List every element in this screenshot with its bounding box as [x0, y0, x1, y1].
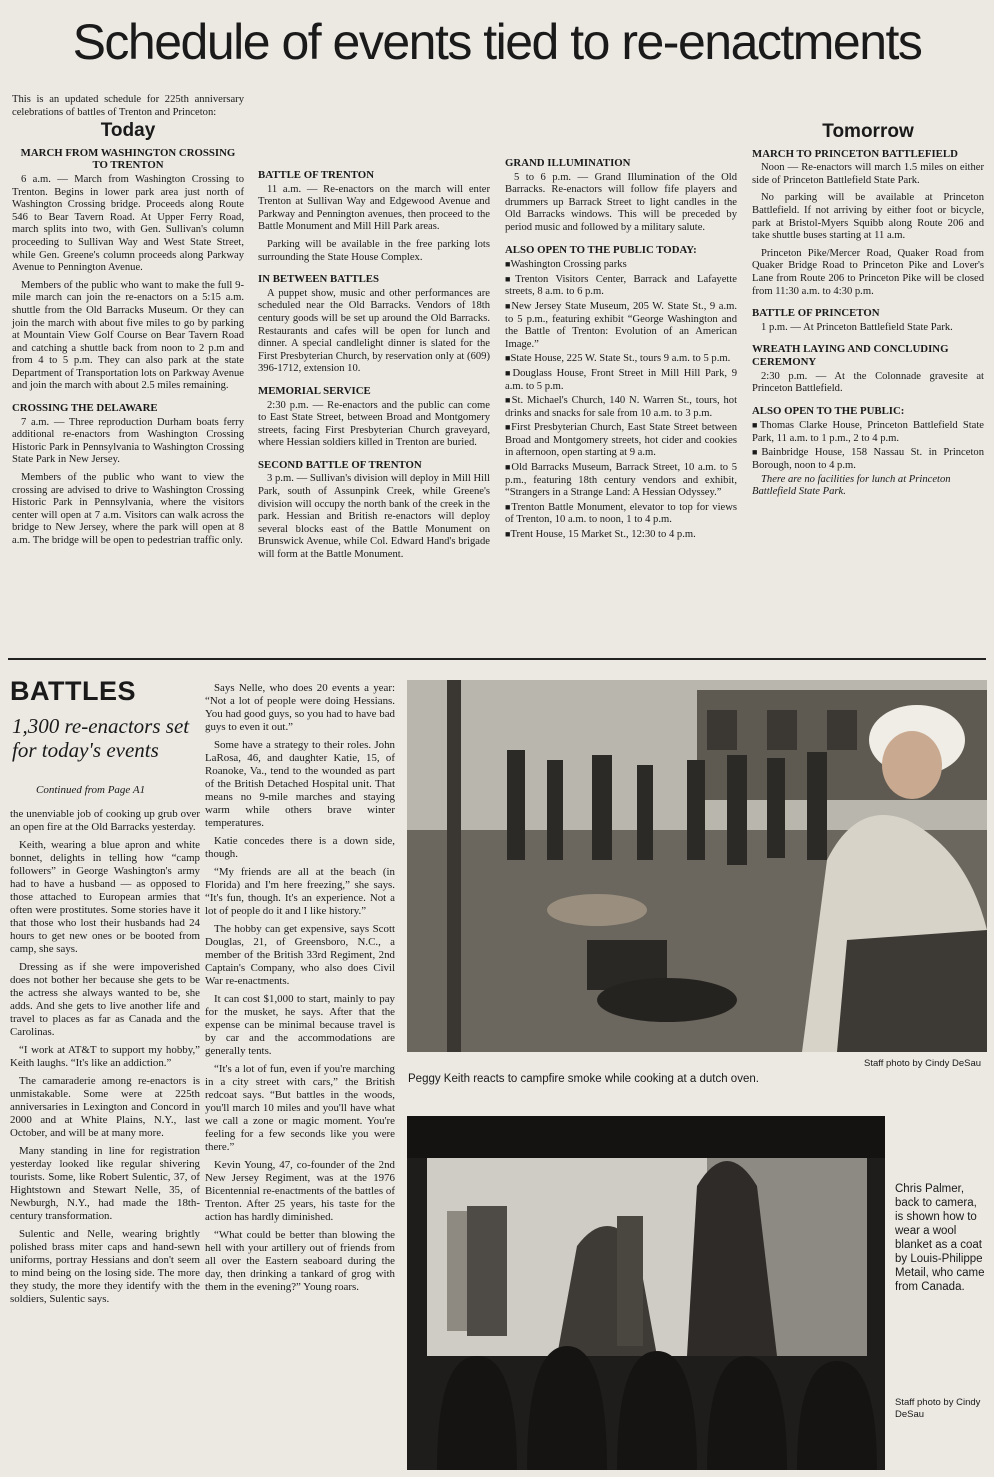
- march-title: MARCH FROM WASHINGTON CROSSING TO TRENTON: [20, 146, 236, 172]
- story-paragraph: Dressing as if she were impoverished does not bother her because she gets to be the actress she always wanted to be, she adds. And she gets to live another life and travel to places as far as Canada and the Carolinas.: [10, 961, 200, 1038]
- schedule-intro: This is an updated schedule for 225th anniversary celebrations of battles of Trenton and Princeton:: [12, 94, 244, 118]
- story-paragraph: “What could be better than blowing the hell with your artillery out of friends from all over the Eastern seaboard during the day, then drinking a tankard of grog with them in the evening?” Young roars.: [205, 1229, 395, 1293]
- illumination-title: GRAND ILLUMINATION: [505, 157, 631, 169]
- illumination-p1: 5 to 6 p.m. — Grand Illumination of the Old Barracks. Re-enactors will follow fife players and drummers up Barrack Street to light candles in the Old Barracks windows. This will be preceded by period music and followed by a military salute.: [505, 171, 737, 233]
- second-battle-title: SECOND BATTLE OF TRENTON: [258, 458, 422, 471]
- blanket-photo: [407, 1116, 885, 1470]
- battle-princeton-p1: 1 p.m. — At Princeton Battlefield State Park.: [761, 321, 953, 333]
- battle-princeton-title: BATTLE OF PRINCETON: [752, 307, 880, 320]
- wreath-title: WREATH LAYING AND CONCLUDING CEREMONY: [752, 343, 949, 368]
- open-today-list: [505, 258, 737, 541]
- open-today-item: ■ First Presbyterian Church, East State Street between Broad and Montgomery streets, hot cider and cookies in afternoon, open starting at 9 a.m.: [505, 421, 737, 460]
- tomorrow-heading: Tomorrow: [822, 121, 914, 142]
- story-paragraph: Katie concedes there is a down side, though.: [205, 835, 395, 860]
- photo2-caption: Chris Palmer, back to camera, is shown how to wear a wool blanket as a coat by Louis-Philippe Metail, who came from Canada.: [895, 1183, 985, 1293]
- story-kicker: BATTLES: [10, 676, 136, 706]
- story-paragraph: The hobby can get expensive, says Scott Douglas, 21, of Greensboro, N.C., a member of the British 33rd Regiment, 2nd Captain's Company, who also does Civil War re-enactments.: [205, 923, 395, 987]
- story-paragraph: the unenviable job of cooking up grub over an open fire at the Old Barracks yesterday.: [10, 808, 200, 833]
- open-tomorrow-title: ALSO OPEN TO THE PUBLIC:: [752, 404, 905, 417]
- memorial-p1: 2:30 p.m. — Re-enactors and the public can come to East State Street, between Broad and Montgomery streets, facing First Presbyterian Church graveyard, where Hessian soldiers killed in Trenton are buried.: [258, 399, 490, 449]
- story-paragraph: “I work at AT&T to support my hobby,” Keith laughs. “It's like an addiction.”: [10, 1044, 200, 1069]
- today-heading: Today: [100, 120, 156, 142]
- photo2-credit: Staff photo by Cindy DeSau: [895, 1397, 981, 1420]
- story-paragraph: Many standing in line for registration yesterday looked like regular shivering tourists. Some, like Robert Sulentic, 37, of Hightstown and Stewart Nelle, 35, of Newburgh, N.Y., had made the 18th-century transformation.: [10, 1145, 200, 1222]
- second-battle-p1: 3 p.m. — Sullivan's division will deploy in Mill Hill Park, south of Assunpink Creek, while Greene's division will occupy the north bank of the creek in the park. Hessian and British re-enactors will deploy several blocks east of the Battle Monument on Brunswick Avenue, while Col. Edward Hand's brigade will form at the Battle Monument.: [258, 473, 490, 561]
- march-p1: 6 a.m. — March from Washington Crossing to Trenton. Begins in lower park area just north of Washington Crossing bridge. Proceeds along Route 546 to Bear Tavern Road. At Upper Ferry Road, march splits into two, with Gen. Sullivan's column proceeding to Sullivan Way and West State Street, while Gen. Greene's column proceeds along Parkway Avenue to Pennington Avenue.: [12, 173, 244, 274]
- princeton-march-title: MARCH TO PRINCETON BATTLEFIELD: [752, 147, 958, 160]
- no-lunch-note: There are no facilities for lunch at Princeton Battlefield State Park.: [752, 473, 951, 498]
- open-today-title: ALSO OPEN TO THE PUBLIC TODAY:: [505, 243, 697, 256]
- story-paragraph: “My friends are all at the beach (in Florida) and I'm here freezing,” she says. “It's fun, though. It's an experience. Not a lot of people do it and I like history.”: [205, 866, 395, 917]
- march-p2: Members of the public who want to make the full 9-mile march can join the re-enactors on a 5:15 a.m. shuttle from the Old Barracks Museum. Or they can join the march with about five miles to go by parking at Mountain View Golf Course on Bear Tavern Road and catching a shuttle back from noon to 2 p.m and from 4 to 5 p.m. They can also park at the state Department of Transportation lots on Parkway Avenue and join the march with about 2.5 miles remaining.: [12, 279, 244, 392]
- story-paragraph: Kevin Young, 47, co-founder of the 2nd New Jersey Regiment, was at the 1976 Bicentennial re-enactments of the battles of Trenton. After 25 years, his taste for the action has hardly diminished.: [205, 1159, 395, 1223]
- wreath-p1: 2:30 p.m. — At the Colonnade gravesite at Princeton Battlefield.: [752, 370, 984, 395]
- open-today-item: ■ Douglass House, Front Street in Mill Hill Park, 9 a.m. to 5 p.m.: [505, 367, 737, 393]
- open-today-item: ■ Trent House, 15 Market St., 12:30 to 4 p.m.: [505, 528, 737, 542]
- battle-trenton-p2: Parking will be available in the free parking lots surrounding the State House Complex.: [258, 238, 490, 263]
- between-title: IN BETWEEN BATTLES: [258, 273, 380, 286]
- open-today-item: ■ Trenton Visitors Center, Barrack and Lafayette streets, 8 a.m. to 6 p.m.: [505, 273, 737, 299]
- princeton-march-p1: Noon — Re-enactors will march 1.5 miles on either side of Princeton Battlefield State Park.: [752, 162, 984, 186]
- open-today-item: ■ Trenton Battle Monument, elevator to top for views of Trenton, 10 a.m. to noon, 1 to 4 p.m.: [505, 501, 737, 527]
- story-col-2: [205, 682, 395, 1299]
- story-paragraph: Says Nelle, who does 20 events a year: “Not a lot of people were doing Hessians. You had good guys, so you had to have bad guys to even it out.”: [205, 682, 395, 733]
- story-paragraph: It can cost $1,000 to start, mainly to pay for the musket, he says. After that the expense can be minimal because travel is by car and the accommodations are generally tents.: [205, 993, 395, 1057]
- memorial-title: MEMORIAL SERVICE: [258, 384, 371, 397]
- headline: Schedule of events tied to re-enactments: [72, 14, 922, 70]
- story-paragraph: Some have a strategy to their roles. John LaRosa, 46, and daughter Katie, 15, of Roanoke, Va., tend to the wounded as part of the British Detached Hospital unit. That means no 9-mile marches and staying warm while others brave winter temperatures.: [205, 739, 395, 829]
- open-today-item: ■ St. Michael's Church, 140 N. Warren St., tours, hot drinks and snacks for sale from 10 a.m. to 3 p.m.: [505, 394, 737, 420]
- delaware-p1: 7 a.m. — Three reproduction Durham boats ferry additional re-enactors from Washington Crossing Historic Park in Pennsylvania to Washington Crossing State Park in New Jersey.: [12, 416, 244, 466]
- photo1-caption: Peggy Keith reacts to campfire smoke while cooking at a dutch oven.: [408, 1073, 759, 1085]
- open-tomorrow-item: ■ Thomas Clarke House, Princeton Battlefield State Park, 11 a.m. to 1 p.m., 2 to 4 p.m.: [752, 419, 984, 445]
- open-today-item: ■ Old Barracks Museum, Barrack Street, 10 a.m. to 5 p.m., featuring 18th century vendors and exhibit, “Strangers in a Strange Land: A Hessian Odyssey.”: [505, 461, 737, 500]
- story-paragraph: Keith, wearing a blue apron and white bonnet, delights in telling how “camp followers” in George Washington's army had to have a husband — as opposed to those attached to European armies that often were prostitutes. Some stories have it that those who lost their husbands had 24 hours to get new ones or be booted from camp, she says.: [10, 839, 200, 955]
- story-paragraph: “It's a lot of fun, even if you're marching in a city street with cars,” the British redcoat says. “But battles in the woods, you'll march 10 miles and you'll have what we call a zone or magic moment. You're feeling for a few seconds like you were there.”: [205, 1063, 395, 1153]
- open-today-item: ■ State House, 225 W. State St., tours 9 a.m. to 5 p.m.: [505, 352, 737, 366]
- story-col-1: [10, 808, 200, 1311]
- open-tomorrow-list: [752, 419, 984, 472]
- princeton-march-p3: Princeton Pike/Mercer Road, Quaker Road from Quaker Bridge Road to Princeton Pike and Lover's Lane from Route 206 to Princeton Pike will be closed from 11:30 a.m. to 4:30 p.m.: [752, 247, 984, 297]
- schedule-col-4: [752, 120, 984, 504]
- campfire-photo: [407, 680, 987, 1052]
- continued-line: Continued from Page A1: [36, 784, 146, 796]
- between-p1: A puppet show, music and other performances are scheduled near the Old Barracks. Vendors of 18th century goods will be set up around the Old Barracks. Restaurants and cafes will be open for lunch and dinner. A special candlelight dinner is slated for the First Presbyterian Church, by reservation only at (609) 396-1712, extension 10.: [258, 287, 490, 375]
- open-today-item: ■ New Jersey State Museum, 205 W. State St., 9 a.m. to 5 p.m., featuring exhibit “George Washington and the Battle of Trenton: Evolution of an American Image.”: [505, 300, 737, 351]
- schedule-col-1: [12, 94, 244, 553]
- schedule-col-2: [258, 160, 490, 567]
- schedule-col-3: [505, 148, 737, 543]
- section-divider: [8, 658, 986, 660]
- open-today-item: ■ Washington Crossing parks: [505, 258, 737, 272]
- battle-trenton-title: BATTLE OF TRENTON: [258, 169, 374, 181]
- story-subhead: 1,300 re-enactors set for today's events: [12, 714, 190, 762]
- delaware-p2: Members of the public who want to view the crossing are advised to drive to Washington Crossing Historic Park in Pennsylvania, where the visitors center will open at 7 a.m. Visitors can walk across the bridge to New Jersey, where the park will open at 8 a.m. The bridge will be open to pedestrian traffic only.: [12, 472, 244, 546]
- story-paragraph: Sulentic and Nelle, wearing brightly polished brass miter caps and hand-sewn uniforms, portray Hessians and don't seem to mind being on the losing side. The more they study, the more they identify with the soldiers, Sulentic says.: [10, 1228, 200, 1305]
- battle-trenton-p1: 11 a.m. — Re-enactors on the march will enter Trenton at Sullivan Way and Edgewood Avenue and Parkway and Pennington avenues, then proceed to the Battle Monument and Mill Hill Park areas.: [258, 183, 490, 233]
- story-paragraph: The camaraderie among re-enactors is unmistakable. Some were at 225th anniversaries in Lexington and Concord in 2000 and at White Plains, N.Y., last October, and will be at many more.: [10, 1075, 200, 1139]
- open-tomorrow-item: ■ Bainbridge House, 158 Nassau St. in Princeton Borough, noon to 4 p.m.: [752, 446, 984, 472]
- princeton-march-p2: No parking will be available at Princeton Battlefield. If not arriving by either foot or bicycle, park at Bristol-Myers Squibb along Route 206 and take shuttle buses starting at 11 a.m.: [752, 192, 984, 242]
- photo1-credit: Staff photo by Cindy DeSau: [864, 1058, 982, 1069]
- delaware-title: CROSSING THE DELAWARE: [12, 402, 158, 415]
